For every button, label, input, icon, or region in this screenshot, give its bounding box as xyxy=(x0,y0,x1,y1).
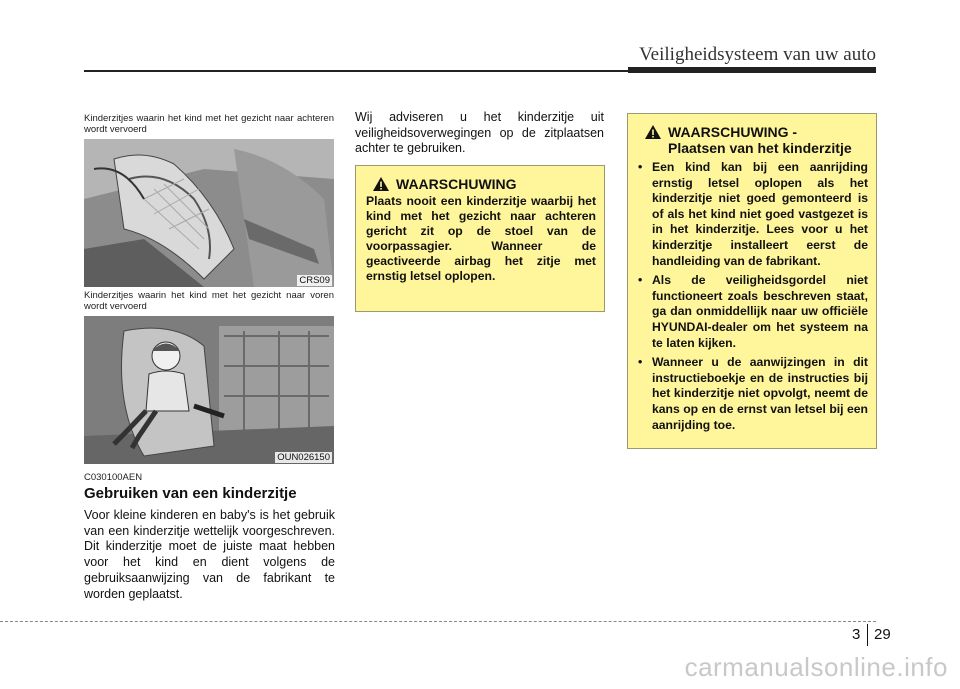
warning-triangle-icon xyxy=(372,176,390,192)
body-paragraph-2: Wij adviseren u het kinderzitje uit veiligheidsoverwegingen op de zitplaatsen achter te gebruiken. xyxy=(355,110,604,156)
figure-code-crs09: CRS09 xyxy=(299,275,330,286)
warning-triangle-icon xyxy=(644,124,662,140)
page-number: 29 xyxy=(874,626,891,643)
warning-list xyxy=(638,160,868,433)
warning-title-line-2: Plaatsen van het kinderzitje xyxy=(668,140,852,156)
footer-rule xyxy=(0,621,876,622)
rear-facing-seat-illustration xyxy=(84,139,334,287)
page-number-separator xyxy=(867,624,868,646)
warning-list-item: • Een kind kan bij een aanrijding ernstig letsel oplopen als het kinderzitje niet goed gemonteerd is of als het kind niet goed vastgezet is in het kinderzitje. Lees voor u het kinderzitje installeert eerst de handleiding van de fabrikant. xyxy=(638,160,868,268)
body-paragraph-1: Voor kleine kinderen en baby's is het gebruik van een kinderzitje wettelijk voorgeschreven. Dit kinderzitje moet de juiste maat hebben voor het kind en dient volgens de gebruiksaanwijzing van de fabrikant te worden geplaatst. xyxy=(84,508,335,601)
forward-facing-seat-illustration xyxy=(84,316,334,464)
watermark: carmanualsonline.info xyxy=(684,652,948,682)
warning-title: WAARSCHUWING xyxy=(396,176,517,192)
warning-box-front-passenger xyxy=(355,165,605,312)
warning-list-item: • Als de veiligheidsgordel niet functioneert zoals beschreven staat, ga dan onmiddellijk naar uw officiële HYUNDAI-dealer om het systeem na te laten kijken. xyxy=(638,273,868,350)
section-heading: Gebruiken van een kinderzitje xyxy=(84,485,297,502)
figure-caption-rear-facing: Kinderzitjes waarin het kind met het gezicht naar achteren wordt vervoerd xyxy=(84,113,334,135)
header-rule-accent xyxy=(628,67,876,73)
warning-box-child-seat xyxy=(627,113,877,449)
figure-caption-forward-facing: Kinderzitjes waarin het kind met het gezicht naar voren wordt vervoerd xyxy=(84,290,334,312)
warning-text: Plaats nooit een kinderzitje waarbij het kind met het gezicht naar achteren gericht zit op de stoel van de voorpassagier. Wanneer de geactiveerde airbag het zitje met ernstig letsel oplopen. xyxy=(366,194,596,284)
warning-list-item: • Wanneer u de aanwijzingen in dit instructieboekje en de instructies bij het kinderzitje niet opvolgt, neemt de kans op en de ernst van letsel bij een aanrijding toe. xyxy=(638,355,868,432)
figure-code-oun026150: OUN026150 xyxy=(277,452,330,463)
section-code: C030100AEN xyxy=(84,472,143,483)
warning-title-line-1: WAARSCHUWING - xyxy=(668,124,798,140)
chapter-number: 3 xyxy=(852,626,861,643)
page-header-title: Veiligheidsysteem van uw auto xyxy=(639,44,876,65)
